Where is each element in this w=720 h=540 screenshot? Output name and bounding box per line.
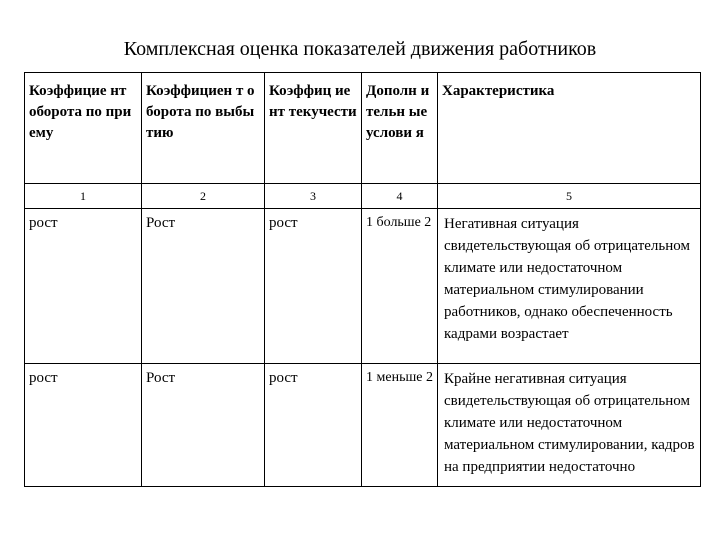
column-number: 1 — [25, 184, 142, 209]
header-hiring-turnover: Коэффицие нт оборота по приему — [25, 73, 142, 184]
column-number: 4 — [362, 184, 438, 209]
cell-additional-conditions: 1 больше 2 — [362, 209, 438, 364]
cell-hiring-turnover: рост — [25, 364, 142, 487]
header-additional-conditions: Дополн ительн ые услови я — [362, 73, 438, 184]
header-staff-turnover: Коэффиц иент текучести — [265, 73, 362, 184]
cell-leaving-turnover: Рост — [142, 209, 265, 364]
header-row — [25, 73, 701, 184]
column-number: 5 — [438, 184, 701, 209]
cell-hiring-turnover: рост — [25, 209, 142, 364]
page-title: Комплексная оценка показателей движения работников — [123, 38, 597, 60]
header-characteristic: Характеристика — [438, 73, 701, 184]
table-row — [25, 364, 701, 487]
movement-indicators-table — [24, 72, 701, 487]
cell-leaving-turnover: Рост — [142, 364, 265, 487]
cell-additional-conditions: 1 меньше 2 — [362, 364, 438, 487]
column-number-row — [25, 184, 701, 209]
cell-staff-turnover: рост — [265, 364, 362, 487]
column-number: 2 — [142, 184, 265, 209]
column-number: 3 — [265, 184, 362, 209]
cell-characteristic: Крайне негативная ситуация свидетельствующая об отрицательном климате или недостаточном материальном стимулировании, кадров на предприятии недостаточно — [438, 364, 701, 487]
cell-characteristic: Негативная ситуация свидетельствующая об отрицательном климате или недостаточном материальном стимулировании работников, однако обеспеченность кадрами возрастает — [438, 209, 701, 364]
header-leaving-turnover: Коэффициен т оборота по выбытию — [142, 73, 265, 184]
table-row — [25, 209, 701, 364]
cell-staff-turnover: рост — [265, 209, 362, 364]
